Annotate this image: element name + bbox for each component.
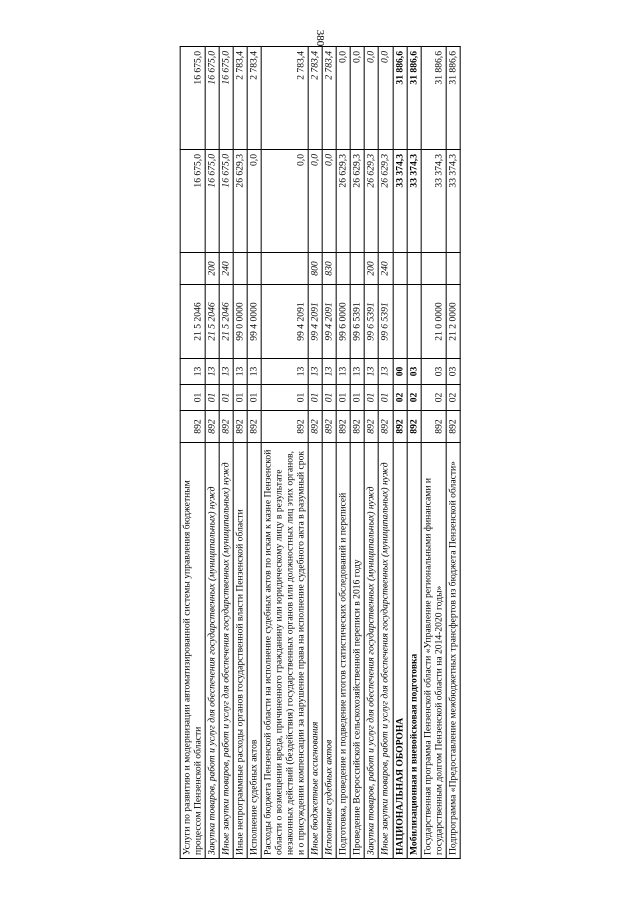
- row-amount-year-1: 33 374,3: [446, 149, 460, 252]
- table-row: [379, 46, 393, 858]
- table-row: [308, 46, 322, 858]
- row-code: 892: [337, 410, 351, 442]
- row-code: 892: [351, 410, 365, 442]
- page-number: 380: [314, 29, 326, 47]
- row-target-article: 99 6 5391: [351, 284, 365, 358]
- row-name: Исполнение судебных актов: [323, 442, 337, 858]
- row-amount-year-1: 26 629,3: [379, 149, 393, 252]
- row-subsection: 13: [247, 358, 261, 384]
- row-amount-year-2: 0,0: [351, 46, 365, 149]
- table-row: [446, 46, 460, 858]
- row-name: Иные закупки товаров, работ и услуг для обеспечения государственных (муниципальных) нужд: [379, 442, 393, 858]
- row-section: 01: [379, 384, 393, 410]
- row-expense-type: 200: [365, 252, 379, 284]
- row-code: 892: [379, 410, 393, 442]
- row-subsection: 13: [337, 358, 351, 384]
- row-target-article: 21 0 0000: [421, 284, 446, 358]
- row-expense-type: 800: [308, 252, 322, 284]
- row-expense-type: 240: [379, 252, 393, 284]
- row-subsection: 00: [393, 358, 407, 384]
- row-expense-type: [180, 252, 205, 284]
- row-subsection: 13: [379, 358, 393, 384]
- table-row: [205, 46, 219, 858]
- row-expense-type: 200: [205, 252, 219, 284]
- row-target-article: 99 4 2091: [323, 284, 337, 358]
- row-name: Проведение Всероссийской сельскохозяйственной переписи в 2016 году: [351, 442, 365, 858]
- row-target-article: 99 6 0000: [337, 284, 351, 358]
- row-name: Подготовка, проведение и подведение итогов статистических обследований и переписей: [337, 442, 351, 858]
- row-amount-year-1: 16 675,0: [205, 149, 219, 252]
- row-code: 892: [261, 410, 308, 442]
- row-expense-type: [247, 252, 261, 284]
- row-code: 892: [407, 410, 421, 442]
- row-section: 01: [365, 384, 379, 410]
- row-subsection: 03: [446, 358, 460, 384]
- row-code: 892: [421, 410, 446, 442]
- row-target-article: 99 4 2091: [308, 284, 322, 358]
- row-expense-type: [393, 252, 407, 284]
- row-code: 892: [308, 410, 322, 442]
- row-subsection: 03: [421, 358, 446, 384]
- row-expense-type: 830: [323, 252, 337, 284]
- row-expense-type: [421, 252, 446, 284]
- row-target-article: 99 4 0000: [247, 284, 261, 358]
- row-expense-type: [351, 252, 365, 284]
- row-amount-year-1: 33 374,3: [393, 149, 407, 252]
- row-name: Подпрограмма «Предоставление межбюджетных трансфертов из бюджета Пензенской области»: [446, 442, 460, 858]
- row-target-article: 99 6 5391: [379, 284, 393, 358]
- row-amount-year-2: 16 675,0: [205, 46, 219, 149]
- row-amount-year-2: 2 783,4: [261, 46, 308, 149]
- row-amount-year-2: 16 675,0: [180, 46, 205, 149]
- row-section: 02: [407, 384, 421, 410]
- row-code: 892: [247, 410, 261, 442]
- row-expense-type: [407, 252, 421, 284]
- row-code: 892: [323, 410, 337, 442]
- row-name: Закупка товаров, работ и услуг для обеспечения государственных (муниципальных) нужд: [365, 442, 379, 858]
- budget-table-wrapper: [180, 47, 461, 859]
- row-code: 892: [393, 410, 407, 442]
- row-subsection: 13: [308, 358, 322, 384]
- row-section: 02: [393, 384, 407, 410]
- row-amount-year-1: 33 374,3: [407, 149, 421, 252]
- budget-table-body: [180, 46, 460, 858]
- row-amount-year-1: 0,0: [308, 149, 322, 252]
- table-row: [261, 46, 308, 858]
- row-amount-year-1: 0,0: [261, 149, 308, 252]
- row-target-article: 99 6 5391: [365, 284, 379, 358]
- row-target-article: 21 5 2046: [205, 284, 219, 358]
- row-code: 892: [219, 410, 233, 442]
- row-name: Исполнение судебных актов: [247, 442, 261, 858]
- table-row: [407, 46, 421, 858]
- row-subsection: 13: [261, 358, 308, 384]
- row-amount-year-2: 0,0: [337, 46, 351, 149]
- row-name: Закупка товаров, работ и услуг для обеспечения государственных (муниципальных) нужд: [205, 442, 219, 858]
- table-row: [393, 46, 407, 858]
- row-amount-year-2: 16 675,0: [219, 46, 233, 149]
- row-name: Иные закупки товаров, работ и услуг для обеспечения государственных (муниципальных) нужд: [219, 442, 233, 858]
- row-name: Услуги по развитию и модернизации автоматизированной системы управления бюджетным процессом Пензенской области: [180, 442, 205, 858]
- row-target-article: 21 5 2046: [219, 284, 233, 358]
- row-name: НАЦИОНАЛЬНАЯ ОБОРОНА: [393, 442, 407, 858]
- row-amount-year-1: 33 374,3: [421, 149, 446, 252]
- table-row: [180, 46, 205, 858]
- table-row: [247, 46, 261, 858]
- row-name: Расходы бюджета Пензенской области на исполнение судебных актов по искам к казне Пензенской области о возмещении вреда, причиненного гражданину или юридическому лицу в результате незаконных действий (бездействия) государственных органов или должностных лиц этих органов, и о присуждении компенсации за нарушение права на исполнение судебного акта в разумный срок: [261, 442, 308, 858]
- row-target-article: [407, 284, 421, 358]
- row-subsection: 03: [407, 358, 421, 384]
- row-subsection: 13: [233, 358, 247, 384]
- row-section: 01: [233, 384, 247, 410]
- row-amount-year-1: 16 675,0: [219, 149, 233, 252]
- row-amount-year-2: 2 783,4: [233, 46, 247, 149]
- row-subsection: 13: [323, 358, 337, 384]
- row-amount-year-1: 26 629,3: [337, 149, 351, 252]
- budget-table: [180, 46, 461, 859]
- row-section: 01: [337, 384, 351, 410]
- row-target-article: [393, 284, 407, 358]
- row-section: 01: [205, 384, 219, 410]
- row-amount-year-1: 26 629,3: [351, 149, 365, 252]
- row-target-article: 99 4 2091: [261, 284, 308, 358]
- row-name: Государственная программа Пензенской области «Управление региональными финансами и государственным долгом Пензенской области на 2014-2020 годы»: [421, 442, 446, 858]
- row-name: Мобилизационная и вневойсковая подготовка: [407, 442, 421, 858]
- row-expense-type: [446, 252, 460, 284]
- row-amount-year-2: 0,0: [365, 46, 379, 149]
- table-row: [323, 46, 337, 858]
- row-amount-year-2: 31 886,6: [446, 46, 460, 149]
- row-section: 01: [261, 384, 308, 410]
- row-target-article: 99 0 0000: [233, 284, 247, 358]
- row-section: 01: [308, 384, 322, 410]
- row-name: Иные непрограммные расходы органов государственной власти Пензенской области: [233, 442, 247, 858]
- row-amount-year-2: 2 783,4: [308, 46, 322, 149]
- row-amount-year-2: 2 783,4: [323, 46, 337, 149]
- table-row: [219, 46, 233, 858]
- row-amount-year-2: 31 886,6: [407, 46, 421, 149]
- row-amount-year-1: 0,0: [323, 149, 337, 252]
- table-row: [365, 46, 379, 858]
- row-expense-type: [261, 252, 308, 284]
- row-expense-type: 240: [219, 252, 233, 284]
- row-section: 01: [219, 384, 233, 410]
- row-code: 892: [365, 410, 379, 442]
- row-subsection: 13: [180, 358, 205, 384]
- row-section: 01: [247, 384, 261, 410]
- row-subsection: 13: [205, 358, 219, 384]
- row-target-article: 21 5 2046: [180, 284, 205, 358]
- row-amount-year-1: 26 629,3: [365, 149, 379, 252]
- row-amount-year-2: 2 783,4: [247, 46, 261, 149]
- table-row: [233, 46, 247, 858]
- row-amount-year-1: 26 629,3: [233, 149, 247, 252]
- row-name: Иные бюджетные ассигнования: [308, 442, 322, 858]
- row-code: 892: [180, 410, 205, 442]
- row-amount-year-2: 31 886,6: [393, 46, 407, 149]
- row-section: 01: [323, 384, 337, 410]
- row-subsection: 13: [219, 358, 233, 384]
- row-code: 892: [205, 410, 219, 442]
- row-target-article: 21 2 0000: [446, 284, 460, 358]
- row-section: 01: [180, 384, 205, 410]
- row-code: 892: [233, 410, 247, 442]
- row-subsection: 13: [351, 358, 365, 384]
- row-amount-year-1: 0,0: [247, 149, 261, 252]
- table-row: [351, 46, 365, 858]
- row-amount-year-2: 0,0: [379, 46, 393, 149]
- row-code: 892: [446, 410, 460, 442]
- row-amount-year-2: 31 886,6: [421, 46, 446, 149]
- row-expense-type: [233, 252, 247, 284]
- row-expense-type: [337, 252, 351, 284]
- row-section: 02: [446, 384, 460, 410]
- row-section: 01: [351, 384, 365, 410]
- row-amount-year-1: 16 675,0: [180, 149, 205, 252]
- table-row: [421, 46, 446, 858]
- row-subsection: 13: [365, 358, 379, 384]
- row-section: 02: [421, 384, 446, 410]
- table-row: [337, 46, 351, 858]
